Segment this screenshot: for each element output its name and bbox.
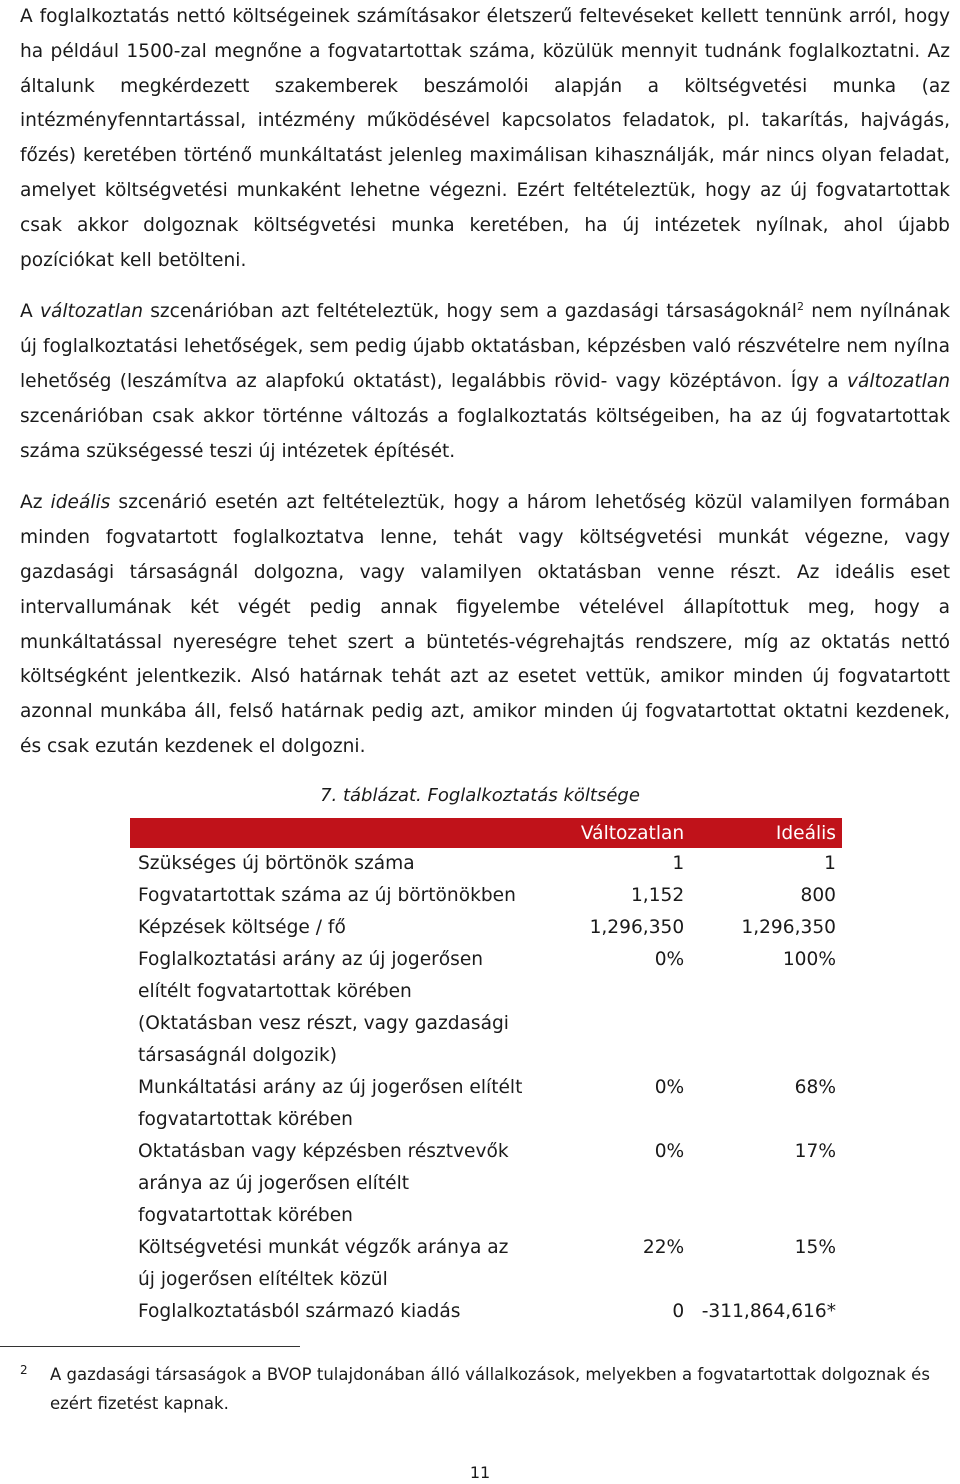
row-label: Foglalkoztatásból származó kiadás <box>138 1301 461 1322</box>
document-page <box>20 0 950 806</box>
text-run: nem nyílnának új foglalkoztatási lehetőségek, sem pedig újabb oktatásban, képzésben való részvételre nem nyílna lehetőség (leszámítva az alapfokú oktatást), legalábbis rövid- vagy középtávon. Így a <box>20 301 951 392</box>
value-ideal: 17% <box>794 1141 836 1162</box>
table-header-row <box>130 818 842 848</box>
footnote-divider <box>0 1346 300 1347</box>
value-ideal: 1,296,350 <box>741 917 836 938</box>
table-caption: 7. táblázat. Foglalkoztatás költsége <box>320 784 640 806</box>
text-run: szcenárióban csak akkor történne változás a foglalkoztatás költségeiben, ha az új fogvatartottak száma szükségessé teszi új intézetek építését. <box>20 405 950 462</box>
value-ideal: 68% <box>794 1077 836 1098</box>
table-row <box>130 880 842 912</box>
emphasis-unchanged: változatlan <box>846 370 950 392</box>
table-row <box>130 1232 842 1296</box>
table-row <box>130 912 842 944</box>
emphasis-unchanged: változatlan <box>39 301 143 323</box>
table-row <box>130 944 842 1072</box>
page-number: 11 <box>469 1463 491 1482</box>
footnote-number: 2 <box>20 1363 28 1377</box>
value-ideal: 800 <box>800 885 836 906</box>
text-run: szcenárió esetén azt feltételeztük, hogy a három lehetőség közül valamilyen formában minden fogvatartott foglalkoztatva lenne, tehát vagy költségvetési munkát végezne, vagy gazdasági társaságnál dolgozna, vagy valamilyen oktatásban venne részt. Az ideális eset intervallumának két végét pedig annak figyelembe vételével állapítottuk meg, hogy a munkáltatással nyereségre tehet szert a büntetés-végrehajtás rendszere, míg az oktatás nettó költségként jelentkezik. Alsó határnak tehát azt az esetet vettük, amikor minden új fogvatartott azonnal munkába áll, felső határnak pedig azt, amikor minden új fogvatartottat oktatni kezdenek, és csak ezután kezdenek el dolgozni. <box>20 492 951 757</box>
table-row <box>130 1296 842 1328</box>
employment-cost-table <box>130 818 842 1328</box>
row-label: Költségvetési munkát végzők aránya az új jogerősen elítéltek közül <box>138 1237 509 1290</box>
table-row <box>130 848 842 880</box>
value-unchanged: 1 <box>672 853 685 874</box>
text-run: szcenárióban azt feltételeztük, hogy sem a gazdasági társaságoknál <box>142 301 797 323</box>
row-label: Képzések költsége / fő <box>138 917 346 938</box>
value-unchanged: 1,296,350 <box>589 917 685 938</box>
footnote-reference[interactable]: 2 <box>796 300 804 314</box>
row-label: Szükséges új börtönök száma <box>138 853 415 874</box>
table-row <box>130 1072 842 1136</box>
value-unchanged: 1,152 <box>630 885 685 906</box>
value-unchanged: 22% <box>642 1237 685 1258</box>
header-label-cell <box>130 818 530 848</box>
row-label: Oktatásban vagy képzésben résztvevők aránya az új jogerősen elítélt fogvatartottak körében <box>138 1141 509 1226</box>
header-unchanged: Változatlan <box>530 818 690 848</box>
paragraph-unchanged-scenario <box>20 295 950 469</box>
value-ideal: 15% <box>794 1237 836 1258</box>
value-ideal: -311,864,616* <box>701 1301 836 1322</box>
row-label: Munkáltatási arány az új jogerősen elítélt fogvatartottak körében <box>138 1077 523 1130</box>
value-unchanged: 0 <box>672 1301 685 1322</box>
paragraph-employment-assumptions: A foglalkoztatás nettó költségeinek számításakor életszerű feltevéseket kellett tennünk arról, hogy ha például 1500-zal megnőne a fogvatartottak száma, közülük mennyit tudnánk foglalkoztatni. Az általunk megkérdezett szakemberek beszámolói alapján a költségvetési munka (az intézményfenntartással, intézmény működésével kapcsolatos feladatok, pl. takarítás, hajvágás, főzés) keretében történő munkáltatást jelenleg maximálisan kihasználják, már nincs olyan feladat, amelyet költségvetési munkaként lehetne végezni. Ezért feltételeztük, hogy az új fogvatartottak csak akkor dolgoznak költségvetési munka keretében, ha új intézetek nyílnak, ahol újabb pozíciókat kell betölteni. <box>20 6 950 271</box>
value-unchanged: 0% <box>654 949 685 970</box>
text-run: A <box>20 301 40 323</box>
text-run: Az <box>20 492 51 514</box>
value-ideal: 1 <box>824 853 836 874</box>
value-unchanged: 0% <box>654 1077 685 1098</box>
footnote <box>20 1360 958 1418</box>
header-ideal: Ideális <box>690 818 842 848</box>
paragraph-ideal-scenario <box>20 486 950 764</box>
table-row <box>130 1136 842 1232</box>
emphasis-ideal: ideális <box>50 492 111 514</box>
row-label: Fogvatartottak száma az új börtönökben <box>138 885 516 906</box>
row-label: Foglalkoztatási arány az új jogerősen elítélt fogvatartottak körében (Oktatásban vesz részt, vagy gazdasági társaságnál dolgozik) <box>138 949 509 1066</box>
value-unchanged: 0% <box>654 1141 685 1162</box>
footnote-text: A gazdasági társaságok a BVOP tulajdonában álló vállalkozások, melyekben a fogvatartottak dolgoznak és ezért fizetést kapnak. <box>50 1365 930 1413</box>
value-ideal: 100% <box>782 949 836 970</box>
